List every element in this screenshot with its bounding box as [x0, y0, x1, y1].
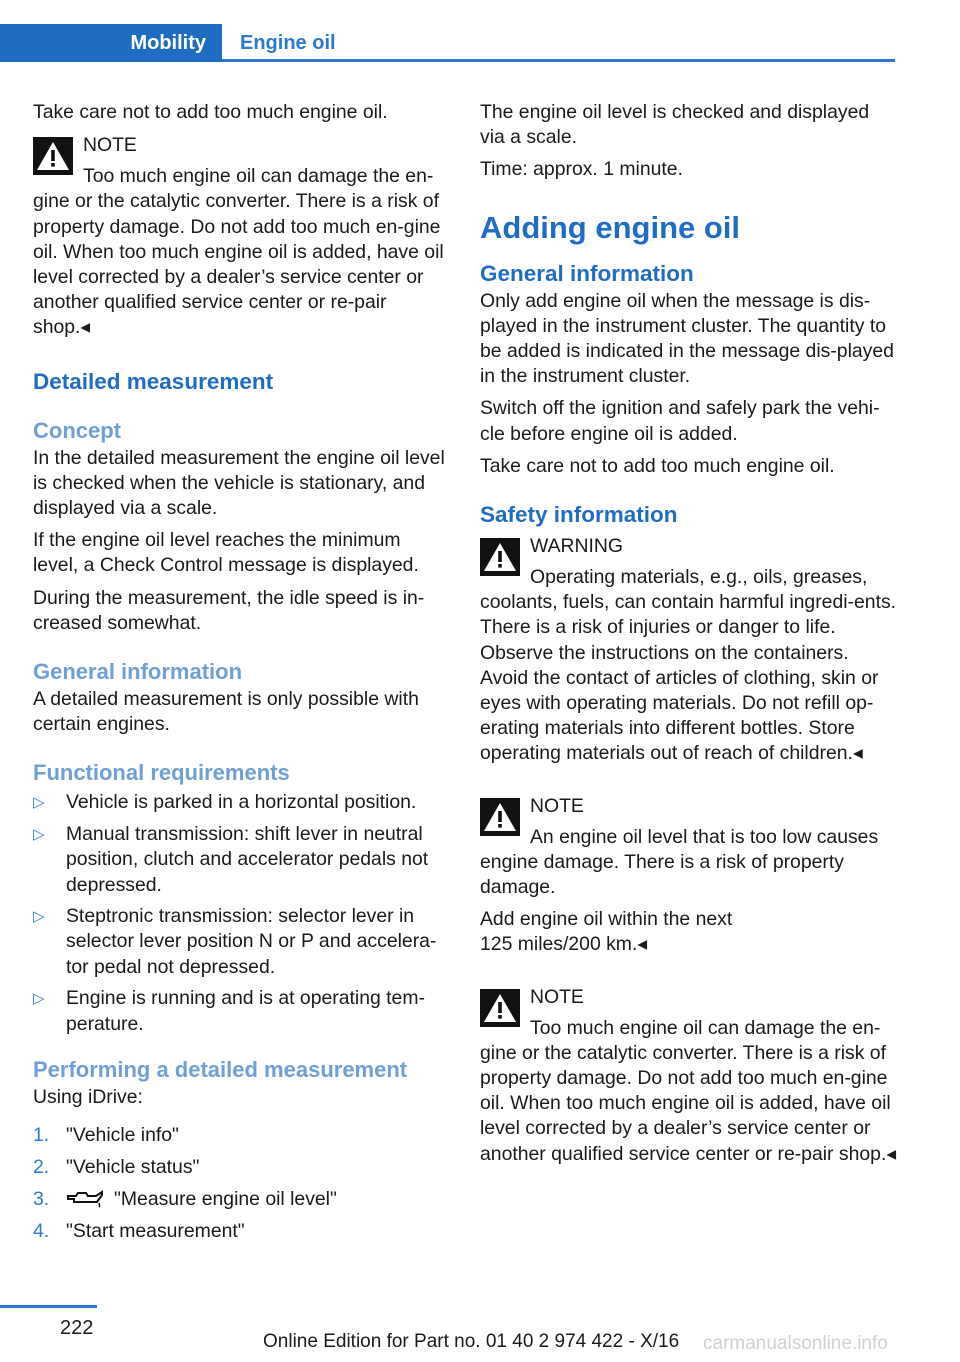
- note-box: [33, 132, 448, 340]
- steps-list: [33, 1123, 448, 1244]
- concept-paragraph-3: During the measurement, the idle speed is in-creased somewhat.: [33, 586, 425, 634]
- list-item: 2. "Vehicle status": [33, 1155, 200, 1178]
- triangle-bullet-icon: ▷: [33, 794, 45, 812]
- warning-first-line: Operating materials, e.g., oils, greases,: [530, 566, 868, 589]
- note-box: [480, 984, 897, 1167]
- note-body: engine damage. There is a risk of property damage.: [480, 850, 844, 899]
- list-item: ▷ Vehicle is parked in a horizontal position.: [33, 790, 448, 815]
- tab-mobility: Mobility: [0, 24, 222, 62]
- tab-engine-oil: Engine oil: [240, 31, 336, 54]
- edition-text: Online Edition for Part no. 01 40 2 974 422 - X/16: [263, 1331, 680, 1352]
- warning-triangle-icon: [33, 137, 73, 175]
- note-box: [480, 793, 897, 958]
- heading-concept: Concept: [33, 417, 121, 443]
- header-rule: [222, 59, 895, 62]
- heading-performing-measurement: Performing a detailed measurement: [33, 1056, 408, 1082]
- warning-box: [480, 533, 897, 767]
- triangle-bullet-icon: ▷: [33, 908, 45, 926]
- oil-can-icon: [66, 1190, 104, 1208]
- requirements-list: [33, 790, 448, 1036]
- note-first-line: Too much engine oil can damage the en-: [530, 1016, 881, 1039]
- intro-text: Take care not to add too much engine oil.: [33, 101, 388, 123]
- concept-paragraph-2: If the engine oil level reaches the minimum level, a Check Control message is displayed.: [33, 529, 419, 577]
- heading-functional-requirements: Functional requirements: [33, 760, 290, 786]
- heading-adding-engine-oil: Adding engine oil: [480, 209, 741, 245]
- general-paragraph-2: Switch off the ignition and safely park the vehi-cle before engine oil is added.: [480, 397, 880, 445]
- chapter-tab-bar: [0, 24, 895, 62]
- time-paragraph: Time: approx. 1 minute.: [480, 158, 683, 181]
- note-label: NOTE: [530, 794, 584, 817]
- scale-paragraph: The engine oil level is checked and displayed via a scale.: [480, 101, 870, 149]
- list-item: 3. "Measure engine oil level": [33, 1187, 337, 1210]
- footer-rule: [0, 1305, 97, 1308]
- warning-triangle-icon: [480, 798, 520, 836]
- note-first-line: An engine oil level that is too low causes: [530, 825, 879, 848]
- note-extra-line-2: 125 miles/200 km.◂: [480, 933, 648, 956]
- note-extra-line-1: Add engine oil within the next: [480, 908, 733, 931]
- right-column: [480, 100, 897, 1167]
- triangle-bullet-icon: ▷: [33, 826, 45, 844]
- watermark: carmanualsonline.info: [703, 1333, 888, 1354]
- heading-detailed-measurement: Detailed measurement: [33, 368, 274, 394]
- general-paragraph: A detailed measurement is only possible with certain engines.: [33, 688, 419, 736]
- warning-body: coolants, fuels, can contain harmful ingredi-ents. There is a risk of injuries or danger to life. Observe the instructions on the containers. Avoid the contact of articles of clothing, skin or eyes with operating materials. Do not refill op-erating materials into different bottles. Store operating materials out of reach of children.◂: [480, 591, 897, 765]
- warning-triangle-icon: [480, 989, 520, 1027]
- list-item: ▷ Steptronic transmission: selector lever in selector lever position N or P and accelera-tor pedal not depressed.: [33, 905, 437, 978]
- general-paragraph-1: Only add engine oil when the message is dis-played in the instrument cluster. The quantity to be added is indicated in the message dis-played in the instrument cluster.: [480, 289, 894, 388]
- general-paragraph-3: Take care not to add too much engine oil.: [480, 454, 835, 477]
- warning-triangle-icon: [480, 538, 520, 576]
- triangle-bullet-icon: ▷: [33, 990, 45, 1008]
- list-item: ▷ Manual transmission: shift lever in neutral position, clutch and accelerator pedals not depressed.: [33, 823, 429, 896]
- warning-label: WARNING: [530, 535, 623, 558]
- heading-safety-information: Safety information: [480, 502, 678, 528]
- list-item: 1. "Vehicle info": [33, 1123, 179, 1146]
- page-number: 222: [60, 1317, 94, 1339]
- note-first-line: Too much engine oil can damage the en-: [83, 165, 434, 188]
- list-item: ▷ Engine is running and is at operating tem-perature.: [33, 987, 425, 1035]
- using-idrive-text: Using iDrive:: [33, 1085, 143, 1108]
- note-body: gine or the catalytic converter. There is a risk of property damage. Do not add too much en-gine oil. When too much engine oil is added, have oil level corrected by a dealer’s service center or another qualified service center or re-pair shop.◂: [480, 1041, 897, 1165]
- heading-general-information: General information: [480, 260, 694, 286]
- heading-general-information: General information: [33, 659, 243, 685]
- note-body: gine or the catalytic converter. There is a risk of property damage. Do not add too much en-gine oil. When too much engine oil is added, have oil level corrected by a dealer’s service center or another qualified service center or re-pair shop.◂: [33, 190, 444, 339]
- note-label: NOTE: [530, 985, 584, 1008]
- concept-paragraph-1: In the detailed measurement the engine oil level is checked when the vehicle is stationary, and displayed via a scale.: [33, 446, 445, 520]
- left-column: [33, 100, 448, 1251]
- note-label: NOTE: [83, 134, 137, 157]
- list-item: 4. "Start measurement": [33, 1219, 245, 1242]
